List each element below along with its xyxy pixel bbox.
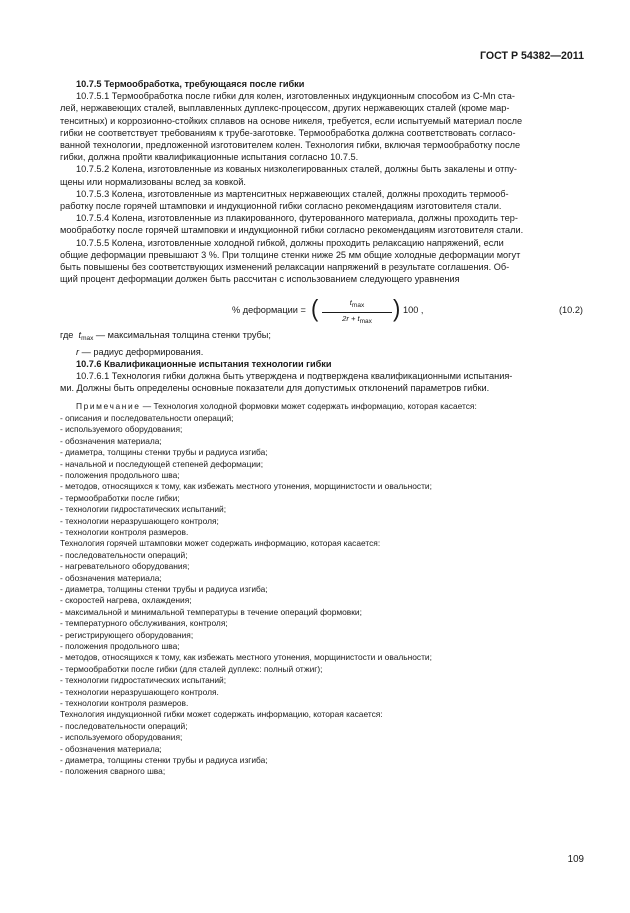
- note-intro: Примечание — Технология холодной формовки может содержать информацию, которая касается:: [76, 401, 477, 412]
- paragraph-line: ванной технологии, предложенной изготовителем колен. Технология гибки, включая термообработку после: [60, 140, 521, 151]
- paragraph-line: общие деформации превышают 3 %. При толщине стенки ниже 25 мм общие холодные деформации могут: [60, 249, 521, 260]
- list-item: - технологии контроля размеров.: [60, 698, 189, 709]
- where-line-r: r — радиус деформирования.: [76, 346, 204, 357]
- list-item: - технологии гидростатических испытаний;: [60, 504, 227, 515]
- list-item: - используемого оборудования;: [60, 732, 183, 743]
- list-item: - последовательности операций;: [60, 549, 188, 560]
- cold-forming-list: [60, 413, 583, 538]
- paragraph-line: 10.7.5.2 Колена, изготовленные из кованых низколегированных сталей, должны быть закалены и отпу-: [76, 164, 517, 175]
- paragraph-line: тенситных) и коррозионно-стойких сплавов на основе никеля, требуется, если испытуемый материал после: [60, 115, 523, 126]
- list-item: - регистрирующего оборудования;: [60, 629, 194, 640]
- hot-intro: Технология горячей штамповки может содержать информацию, которая касается:: [60, 538, 381, 549]
- list-item: - технологии неразрушающего контроля.: [60, 686, 219, 697]
- list-item: - методов, относящихся к тому, как избежать местного утонения, морщинистости и овальности;: [60, 652, 432, 663]
- document-header: ГОСТ Р 54382—2011: [480, 50, 584, 62]
- induction-list: [60, 721, 583, 778]
- list-item: - последовательности операций;: [60, 720, 188, 731]
- list-item: - температурного обслуживания, контроля;: [60, 618, 228, 629]
- list-item: - положения сварного шва;: [60, 766, 166, 777]
- paragraph-line: гибки, должна пройти квалификационные испытания согласно 10.7.5.: [60, 152, 359, 163]
- paragraph-line: щены или нормализованы вслед за ковкой.: [60, 176, 246, 187]
- list-item: - методов, относящихся к тому, как избежать местного утонения, морщинистости и овальности;: [60, 481, 432, 492]
- list-item: - термообработки после гибки (для сталей дуплекс: полный отжиг);: [60, 663, 323, 674]
- paragraph-line: 10.7.5.1 Термообработка после гибки для колен, изготовленных индукционным способом из C-Mn ста-: [76, 91, 515, 102]
- list-item: - скоростей нагрева, охлаждения;: [60, 595, 192, 606]
- fraction-denominator: $2r + t_{max}$: [342, 314, 372, 326]
- list-item: - обозначения материала;: [60, 435, 162, 446]
- deformation-formula: [60, 293, 583, 327]
- list-item: - начальной и последующей степеней деформации;: [60, 458, 264, 469]
- formula-fraction: [322, 298, 392, 327]
- list-item: - положения продольного шва;: [60, 641, 180, 651]
- page-content: [60, 78, 583, 778]
- list-item: - диаметра, толщины стенки трубы и радиуса изгиба;: [60, 583, 268, 594]
- paragraph-line: 10.7.6.1 Технология гибки должна быть утверждена и подтверждена квалификационными испытания-: [76, 371, 513, 382]
- paragraph-line: щий процент деформации должен быть рассчитан с использованием следующего уравнения: [60, 274, 460, 285]
- list-item: - термообработки после гибки;: [60, 492, 180, 503]
- equation-number: (10.2): [558, 305, 583, 316]
- paragraph-line: 10.7.5.4 Колена, изготовленные из плакированного, футерованного материала, должны проходить тер-: [76, 213, 518, 224]
- list-item: - максимальной и минимальной температуры в течение операций формовки;: [60, 606, 362, 617]
- list-item: - технологии контроля размеров.: [60, 526, 189, 537]
- note-block: [60, 401, 583, 777]
- right-paren: ): [393, 295, 401, 323]
- list-item: - обозначения материала;: [60, 572, 162, 583]
- list-item: - положения продольного шва;: [60, 469, 180, 480]
- paragraph-line: 10.7.5.5 Колена, изготовленные холодной гибкой, должны проходить релаксацию напряжений, если: [76, 237, 504, 248]
- paragraph-line: лей, нержавеющих сталей, выплавленных дуплекс-процессом, других нержавеющих сталей (кроме мар-: [60, 103, 510, 114]
- page-number: 109: [567, 854, 584, 865]
- list-item: - технологии неразрушающего контроля;: [60, 515, 219, 526]
- formula-factor: 100 ,: [403, 305, 424, 316]
- paragraph-line: быть повышены без соответствующих изменений релаксации напряжений в результате соглашения. Об-: [60, 262, 510, 273]
- hot-stamping-list: [60, 550, 583, 710]
- list-item: - диаметра, толщины стенки трубы и радиуса изгиба;: [60, 447, 268, 458]
- list-item: - технологии гидростатических испытаний;: [60, 675, 227, 686]
- list-item: - описания и последовательности операций;: [60, 412, 234, 423]
- list-item: - диаметра, толщины стенки трубы и радиуса изгиба;: [60, 755, 268, 766]
- paragraph-line: ми. Должны быть определены основные показатели для допустимых отклонений параметров гибки.: [60, 383, 490, 394]
- formula-lhs: % деформации =: [232, 305, 306, 316]
- fraction-numerator: $t_{max}$: [322, 298, 392, 313]
- where-line-t: где $t_{max}$ — максимальная толщина стенки трубы;: [60, 330, 271, 343]
- section-heading-10-7-6: 10.7.6 Квалификационные испытания технологии гибки: [76, 358, 332, 369]
- section-heading-10-7-5: 10.7.5 Термообработка, требующаяся после гибки: [76, 79, 305, 89]
- induction-intro: Технология индукционной гибки может содержать информацию, которая касается:: [60, 709, 383, 720]
- list-item: - используемого оборудования;: [60, 424, 183, 435]
- paragraph-line: 10.7.5.3 Колена, изготовленные из мартенситных нержавеющих сталей, должны проходить термооб-: [76, 188, 509, 199]
- left-paren: (: [311, 295, 319, 323]
- list-item: - нагревательного оборудования;: [60, 561, 190, 572]
- list-item: - обозначения материала;: [60, 743, 162, 754]
- paragraph-line: гибки не соответствует требованиям к трубе-заготовке. Термообработка должна соответствовать согласо-: [60, 127, 516, 138]
- paragraph-line: мообработку после горячей штамповки и индукционной гибки согласно рекомендациям изготовителя стали.: [60, 225, 524, 236]
- paragraph-line: работку после горячей штамповки и индукционной гибки согласно рекомендациям изготовителя стали.: [60, 201, 502, 212]
